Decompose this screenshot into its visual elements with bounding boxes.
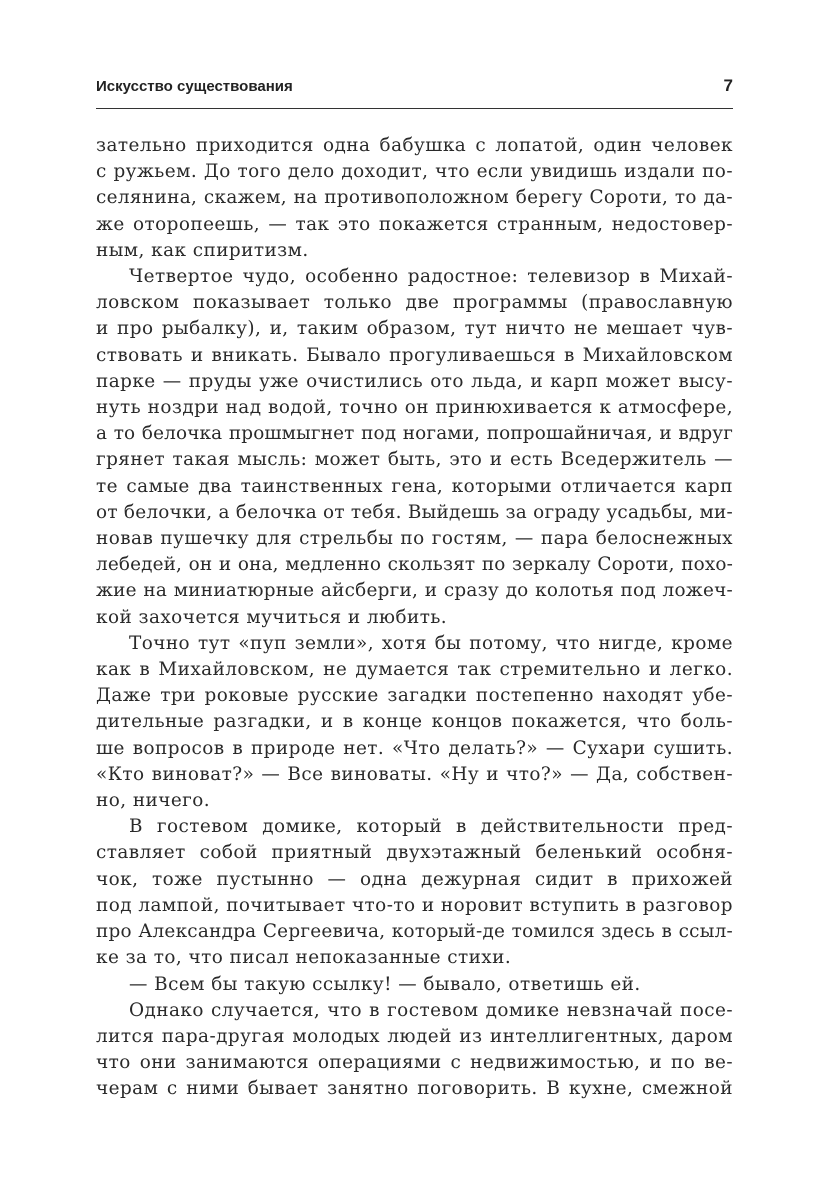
text-line: Четвертое чудо, особенно радостное: телевизор в Михай- <box>129 266 733 288</box>
text-line: и про рыбалку), и, таким образом, тут ничто не мешает чув- <box>96 318 733 340</box>
text-line: — Всем бы такую ссылку! — бывало, ответишь ей. <box>129 973 641 995</box>
text-line: под лампой, почитывает что-то и норовит вступить в разговор <box>96 894 733 916</box>
text-line: лится пара-другая молодых людей из интеллигентных, даром <box>96 1025 733 1047</box>
text-line: ше вопросов в природе нет. «Что делать?» — Сухари сушить. <box>96 737 733 759</box>
text-line: В гостевом домике, который в действительности пред- <box>129 816 733 838</box>
text-line: «Кто виноват?» — Все виноваты. «Ну и что?» — Да, собствен- <box>96 763 733 785</box>
running-title: Искусство существования <box>96 78 293 95</box>
text-line: с ружьем. До того дело доходит, что если увидишь издали по- <box>96 161 733 183</box>
text-line: а то белочка прошмыгнет под ногами, попрошайничая, и вдруг <box>96 423 733 445</box>
text-line: от белочки, а белочка от тебя. Выйдешь за ограду усадьбы, ми- <box>96 501 733 523</box>
text-line: чок, тоже пустынно — одна дежурная сидит в прихожей <box>96 868 733 890</box>
text-line: нуть ноздри над водой, точно он принюхивается к атмосфере, <box>96 397 733 419</box>
text-line: селянина, скажем, на противоположном берегу Сороти, то да- <box>96 187 733 209</box>
page-number: 7 <box>723 76 733 95</box>
text-line: ставляет собой приятный двухэтажный беленький особня- <box>96 842 733 864</box>
text-line: жие на миниатюрные айсберги, и сразу до колотья под ложеч- <box>96 580 733 602</box>
text-line: ловском показывает только две программы (православную <box>96 292 733 314</box>
text-line: ке за то, что писал непоказанные стихи. <box>96 947 512 969</box>
text-line: грянет такая мысль: может быть, это и есть Вседержитель — <box>96 449 733 471</box>
text-line: те самые два таинственных гена, которыми отличается карп <box>96 475 733 497</box>
text-line: про Александра Сергеевича, который-де томился здесь в ссыл- <box>96 921 733 943</box>
text-line: как в Михайловском, не думается так стремительно и легко. <box>96 659 733 681</box>
text-line: черам с ними бывает занятно поговорить. В кухне, смежной <box>96 1078 733 1100</box>
header-rule <box>96 108 733 109</box>
text-line: ствовать и вникать. Бывало прогуливаешься в Михайловском <box>96 344 733 366</box>
text-line: но, ничего. <box>96 790 211 812</box>
text-line: Однако случается, что в гостевом домике невзначай посе- <box>129 999 733 1021</box>
body-text <box>96 133 733 1103</box>
text-line: дительные разгадки, и в конце концов покажется, что боль- <box>96 711 733 733</box>
text-line: новав пушечку для стрельбы по гостям, — пара белоснежных <box>96 528 733 550</box>
text-line: Точно тут «пуп земли», хотя бы потому, что нигде, кроме <box>129 632 733 654</box>
text-line: же оторопеешь, — так это покажется странным, недостовер- <box>96 213 733 235</box>
text-line: ным, как спиритизм. <box>96 239 309 261</box>
text-line: что они занимаются операциями с недвижимостью, и по ве- <box>96 1052 733 1074</box>
text-line: парке — пруды уже очистились ото льда, и карп может высу- <box>96 370 733 392</box>
text-line: лебедей, он и она, медленно скользят по зеркалу Сороти, похо- <box>96 554 733 576</box>
text-line: кой захочется мучиться и любить. <box>96 606 448 628</box>
running-header <box>96 76 733 100</box>
text-line: Даже три роковые русские загадки постепенно находят убе- <box>96 685 733 707</box>
text-line: зательно приходится одна бабушка с лопатой, один человек <box>96 135 733 156</box>
